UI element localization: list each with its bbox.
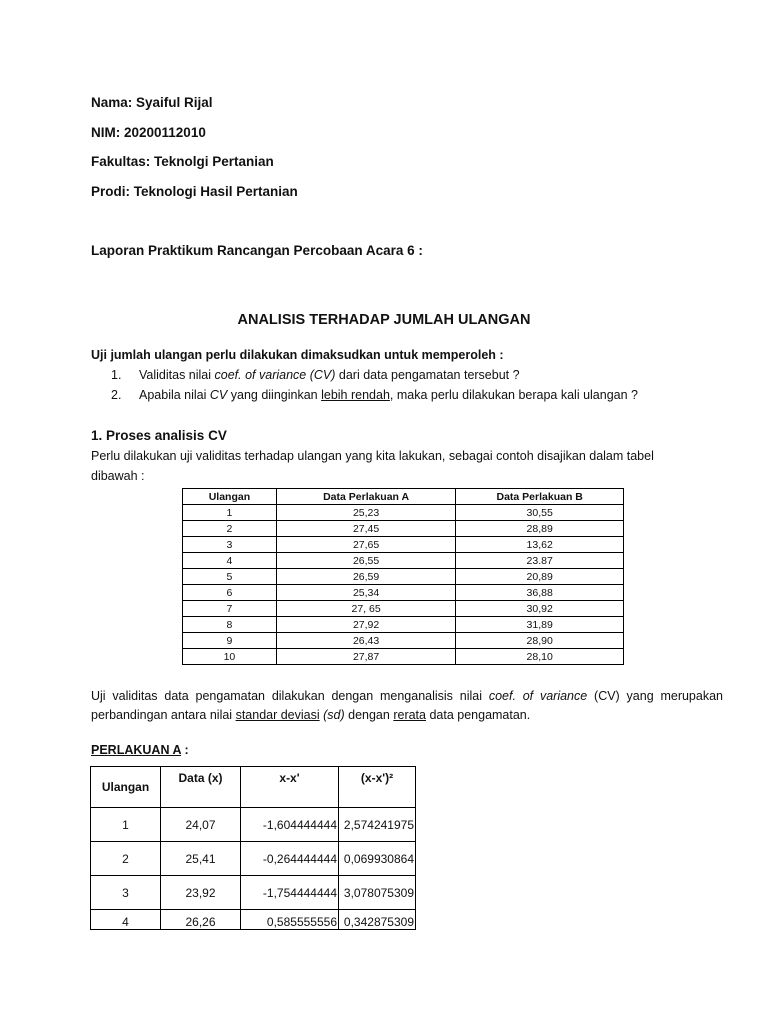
table-cell: 3 <box>183 537 277 553</box>
table-cell: 0,342875309 <box>339 910 416 930</box>
table-cell: 23.87 <box>456 553 624 569</box>
section-heading: 1. Proses analisis CV <box>91 428 227 443</box>
calculation-table <box>90 766 416 930</box>
table-cell: 26,55 <box>276 553 456 569</box>
table-header-cell: Data Perlakuan A <box>276 489 456 505</box>
table-header-cell: x-x' <box>241 767 339 808</box>
table-cell: -1,754444444 <box>241 876 339 910</box>
table-row <box>91 910 416 930</box>
table-cell: 27,45 <box>276 521 456 537</box>
explanation-italic-text: (sd) <box>323 708 345 722</box>
table-cell: 20,89 <box>456 569 624 585</box>
data-table <box>182 488 624 665</box>
table-cell: 1 <box>183 505 277 521</box>
table-cell: 27, 65 <box>276 601 456 617</box>
table-cell: 28,89 <box>456 521 624 537</box>
table-row <box>183 633 624 649</box>
explanation-text: dengan <box>344 708 394 722</box>
table-header-row <box>91 767 416 808</box>
table-cell: 27,87 <box>276 649 456 665</box>
table-row <box>183 505 624 521</box>
table-row <box>183 569 624 585</box>
perlakuan-a-colon: : <box>181 743 189 757</box>
table-cell: 2 <box>183 521 277 537</box>
table-row <box>183 617 624 633</box>
table-row <box>91 842 416 876</box>
list-text: , maka perlu dilakukan berapa kali ulangan ? <box>389 388 638 402</box>
student-nim: NIM: 20200112010 <box>91 125 206 140</box>
table-cell: 26,59 <box>276 569 456 585</box>
document-title: ANALISIS TERHADAP JUMLAH ULANGAN <box>237 312 531 328</box>
table-header-cell: (x-x')² <box>339 767 416 808</box>
table-header-cell: Data (x) <box>161 767 241 808</box>
student-name: Nama: Syaiful Rijal <box>91 95 213 110</box>
report-heading: Laporan Praktikum Rancangan Percobaan Acara 6 : <box>91 243 423 258</box>
table-cell: 36,88 <box>456 585 624 601</box>
table-cell: 26,43 <box>276 633 456 649</box>
list-text: Apabila nilai <box>139 388 210 402</box>
explanation-line <box>91 708 530 722</box>
list-italic-text: CV <box>209 388 228 402</box>
table-cell: -0,264444444 <box>241 842 339 876</box>
table-cell: 28,90 <box>456 633 624 649</box>
table-cell: 25,23 <box>276 505 456 521</box>
table-header-row <box>183 489 624 505</box>
table-cell: 10 <box>183 649 277 665</box>
table-cell: 0,069930864 <box>339 842 416 876</box>
list-text: dari data pengamatan tersebut ? <box>335 368 520 382</box>
table-cell: 28,10 <box>456 649 624 665</box>
intro-text: Uji jumlah ulangan perlu dilakukan dimaksudkan untuk memperoleh : <box>91 348 504 362</box>
table-cell: 3,078075309 <box>339 876 416 910</box>
student-program: Prodi: Teknologi Hasil Pertanian <box>91 184 298 199</box>
table-cell: 13,62 <box>456 537 624 553</box>
list-item <box>111 388 638 402</box>
table-cell: 8 <box>183 617 277 633</box>
table-header-cell: Data Perlakuan B <box>456 489 624 505</box>
table-cell: 25,34 <box>276 585 456 601</box>
table-row <box>183 521 624 537</box>
list-number: 1. <box>111 368 122 382</box>
table-row <box>91 808 416 842</box>
explanation-text: Uji validitas data pengamatan dilakukan dengan menganalisis nilai <box>91 689 489 703</box>
table-cell: 30,55 <box>456 505 624 521</box>
list-underlined-text: lebih rendah <box>321 388 390 402</box>
table-cell: 24,07 <box>161 808 241 842</box>
table-cell: 3 <box>91 876 161 910</box>
perlakuan-a-label: PERLAKUAN A <box>91 743 182 757</box>
list-italic-text: coef. of variance (CV) <box>214 368 336 382</box>
table-cell: 0,585555556 <box>241 910 339 930</box>
table-row <box>183 585 624 601</box>
table-cell: 2 <box>91 842 161 876</box>
table-cell: 1 <box>91 808 161 842</box>
table-cell: 23,92 <box>161 876 241 910</box>
explanation-italic-text: coef. of variance <box>488 689 588 703</box>
table-cell: 25,41 <box>161 842 241 876</box>
explanation-text: data pengamatan. <box>425 708 531 722</box>
table-cell: 9 <box>183 633 277 649</box>
table-row <box>183 649 624 665</box>
table-header-cell: Ulangan <box>183 489 277 505</box>
table-cell: 27,92 <box>276 617 456 633</box>
section-paragraph-line: Perlu dilakukan uji validitas terhadap ulangan yang kita lakukan, sebagai contoh disajikan dalam tabel <box>91 449 654 463</box>
table-cell: 27,65 <box>276 537 456 553</box>
perlakuan-a-heading <box>91 743 189 757</box>
table-cell: -1,604444444 <box>241 808 339 842</box>
table-row <box>91 876 416 910</box>
list-number: 2. <box>111 388 122 402</box>
table-row <box>183 601 624 617</box>
explanation-underlined-text: standar deviasi <box>235 708 320 722</box>
explanation-underlined-text: rerata <box>393 708 426 722</box>
list-text: Validitas nilai <box>139 368 215 382</box>
explanation-text: perbandingan antara nilai <box>91 708 236 722</box>
section-paragraph-line: dibawah : <box>91 469 145 483</box>
table-cell: 4 <box>91 910 161 930</box>
table-cell: 30,92 <box>456 601 624 617</box>
explanation-text: (CV) yang merupakan <box>587 689 723 703</box>
table-cell: 26,26 <box>161 910 241 930</box>
table-row <box>183 537 624 553</box>
table-cell: 31,89 <box>456 617 624 633</box>
table-cell: 7 <box>183 601 277 617</box>
table-cell: 2,574241975 <box>339 808 416 842</box>
student-faculty: Fakultas: Teknolgi Pertanian <box>91 154 274 169</box>
table-header-cell: Ulangan <box>91 767 161 808</box>
list-item <box>111 368 520 382</box>
list-text: yang diinginkan <box>227 388 322 402</box>
explanation-line <box>91 689 723 703</box>
table-row <box>183 553 624 569</box>
table-cell: 5 <box>183 569 277 585</box>
table-cell: 4 <box>183 553 277 569</box>
table-cell: 6 <box>183 585 277 601</box>
